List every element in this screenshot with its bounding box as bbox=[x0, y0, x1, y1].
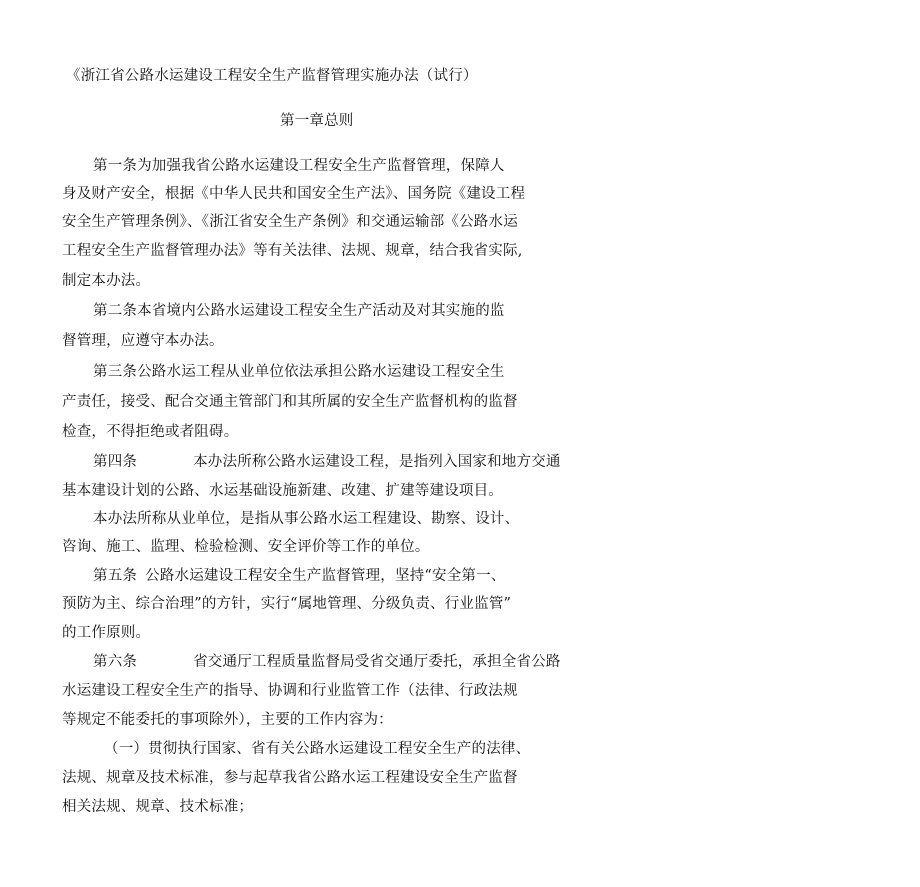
article-3-line-1: 第三条公路水运工程从业单位依法承担公路水运建设工程安全生 bbox=[93, 364, 505, 380]
chapter-heading: 第一章总则 bbox=[280, 113, 354, 129]
article-4-line-3: 本办法所称从业单位，是指从事公路水运工程建设、勘察、设计、 bbox=[93, 511, 520, 527]
article-4-text: 本办法所称公路水运建设工程，是指列入国家和地方交通 bbox=[193, 454, 561, 470]
article-6-item-1-line-3: 相关法规、规章、技术标准； bbox=[62, 799, 254, 815]
article-3-line-2: 产责任，接受、配合交通主管部门和其所属的安全生产监督机构的监督 bbox=[62, 394, 518, 410]
article-6-item-1-line-2: 法规、规章及技术标准，参与起草我省公路水运工程建设安全生产监督 bbox=[62, 770, 518, 786]
article-6-line-3: 等规定不能委托的事项除外），主要的工作内容为： bbox=[62, 712, 393, 728]
article-4-line-2: 基本建设计划的公路、水运基础设施新建、改建、扩建等建设项目。 bbox=[62, 483, 503, 499]
article-1-line-1: 第一条为加强我省公路水运建设工程安全生产监督管理，保障人 bbox=[93, 158, 505, 174]
article-1-line-5: 制定本办法。 bbox=[62, 273, 151, 289]
article-5-line-3: 的工作原则。 bbox=[62, 625, 151, 641]
article-6-line-2: 水运建设工程安全生产的指导、协调和行业监管工作（法律、行政法规 bbox=[62, 683, 518, 699]
article-1-line-3: 安全生产管理条例》、《浙江省安全生产条例》和交通运输部《公路水运 bbox=[62, 214, 518, 230]
article-5-line-2: 预防为主、综合治理”的方针，实行“属地管理、分级负责、行业监管” bbox=[62, 596, 512, 612]
article-4-line-4: 咨询、施工、监理、检验检测、安全评价等工作的单位。 bbox=[62, 539, 430, 555]
article-5-text: 公路水运建设工程安全生产监督管理，坚持“安全第一、 bbox=[145, 568, 506, 584]
article-5-line-1 bbox=[93, 566, 506, 586]
article-3-line-3: 检查，不得拒绝或者阻碍。 bbox=[62, 424, 239, 440]
article-2-line-1: 第二条本省境内公路水运建设工程安全生产活动及对其实施的监 bbox=[93, 303, 505, 319]
article-1-line-4: 工程安全生产监督管理办法》等有关法律、法规、规章，结合我省实际, bbox=[62, 243, 523, 259]
document-title: 《浙江省公路水运建设工程安全生产监督管理实施办法（试行） bbox=[66, 68, 478, 84]
article-6-item-1-line-1: （一）贯彻执行国家、省有关公路水运建设工程安全生产的法律、 bbox=[104, 741, 531, 757]
article-4-label: 第四条 bbox=[93, 454, 138, 470]
article-5-label: 第五条 bbox=[93, 568, 138, 584]
article-6-text: 省交通厅工程质量监督局受省交通厅委托，承担全省公路 bbox=[193, 654, 561, 670]
article-6-label: 第六条 bbox=[93, 654, 138, 670]
article-6-line-1 bbox=[93, 652, 561, 672]
article-4-line-1 bbox=[93, 452, 561, 472]
article-2-line-2: 督管理，应遵守本办法。 bbox=[62, 333, 224, 349]
article-1-line-2: 身及财产安全，根据《中华人民共和国安全生产法》、国务院《建设工程 bbox=[62, 186, 526, 202]
